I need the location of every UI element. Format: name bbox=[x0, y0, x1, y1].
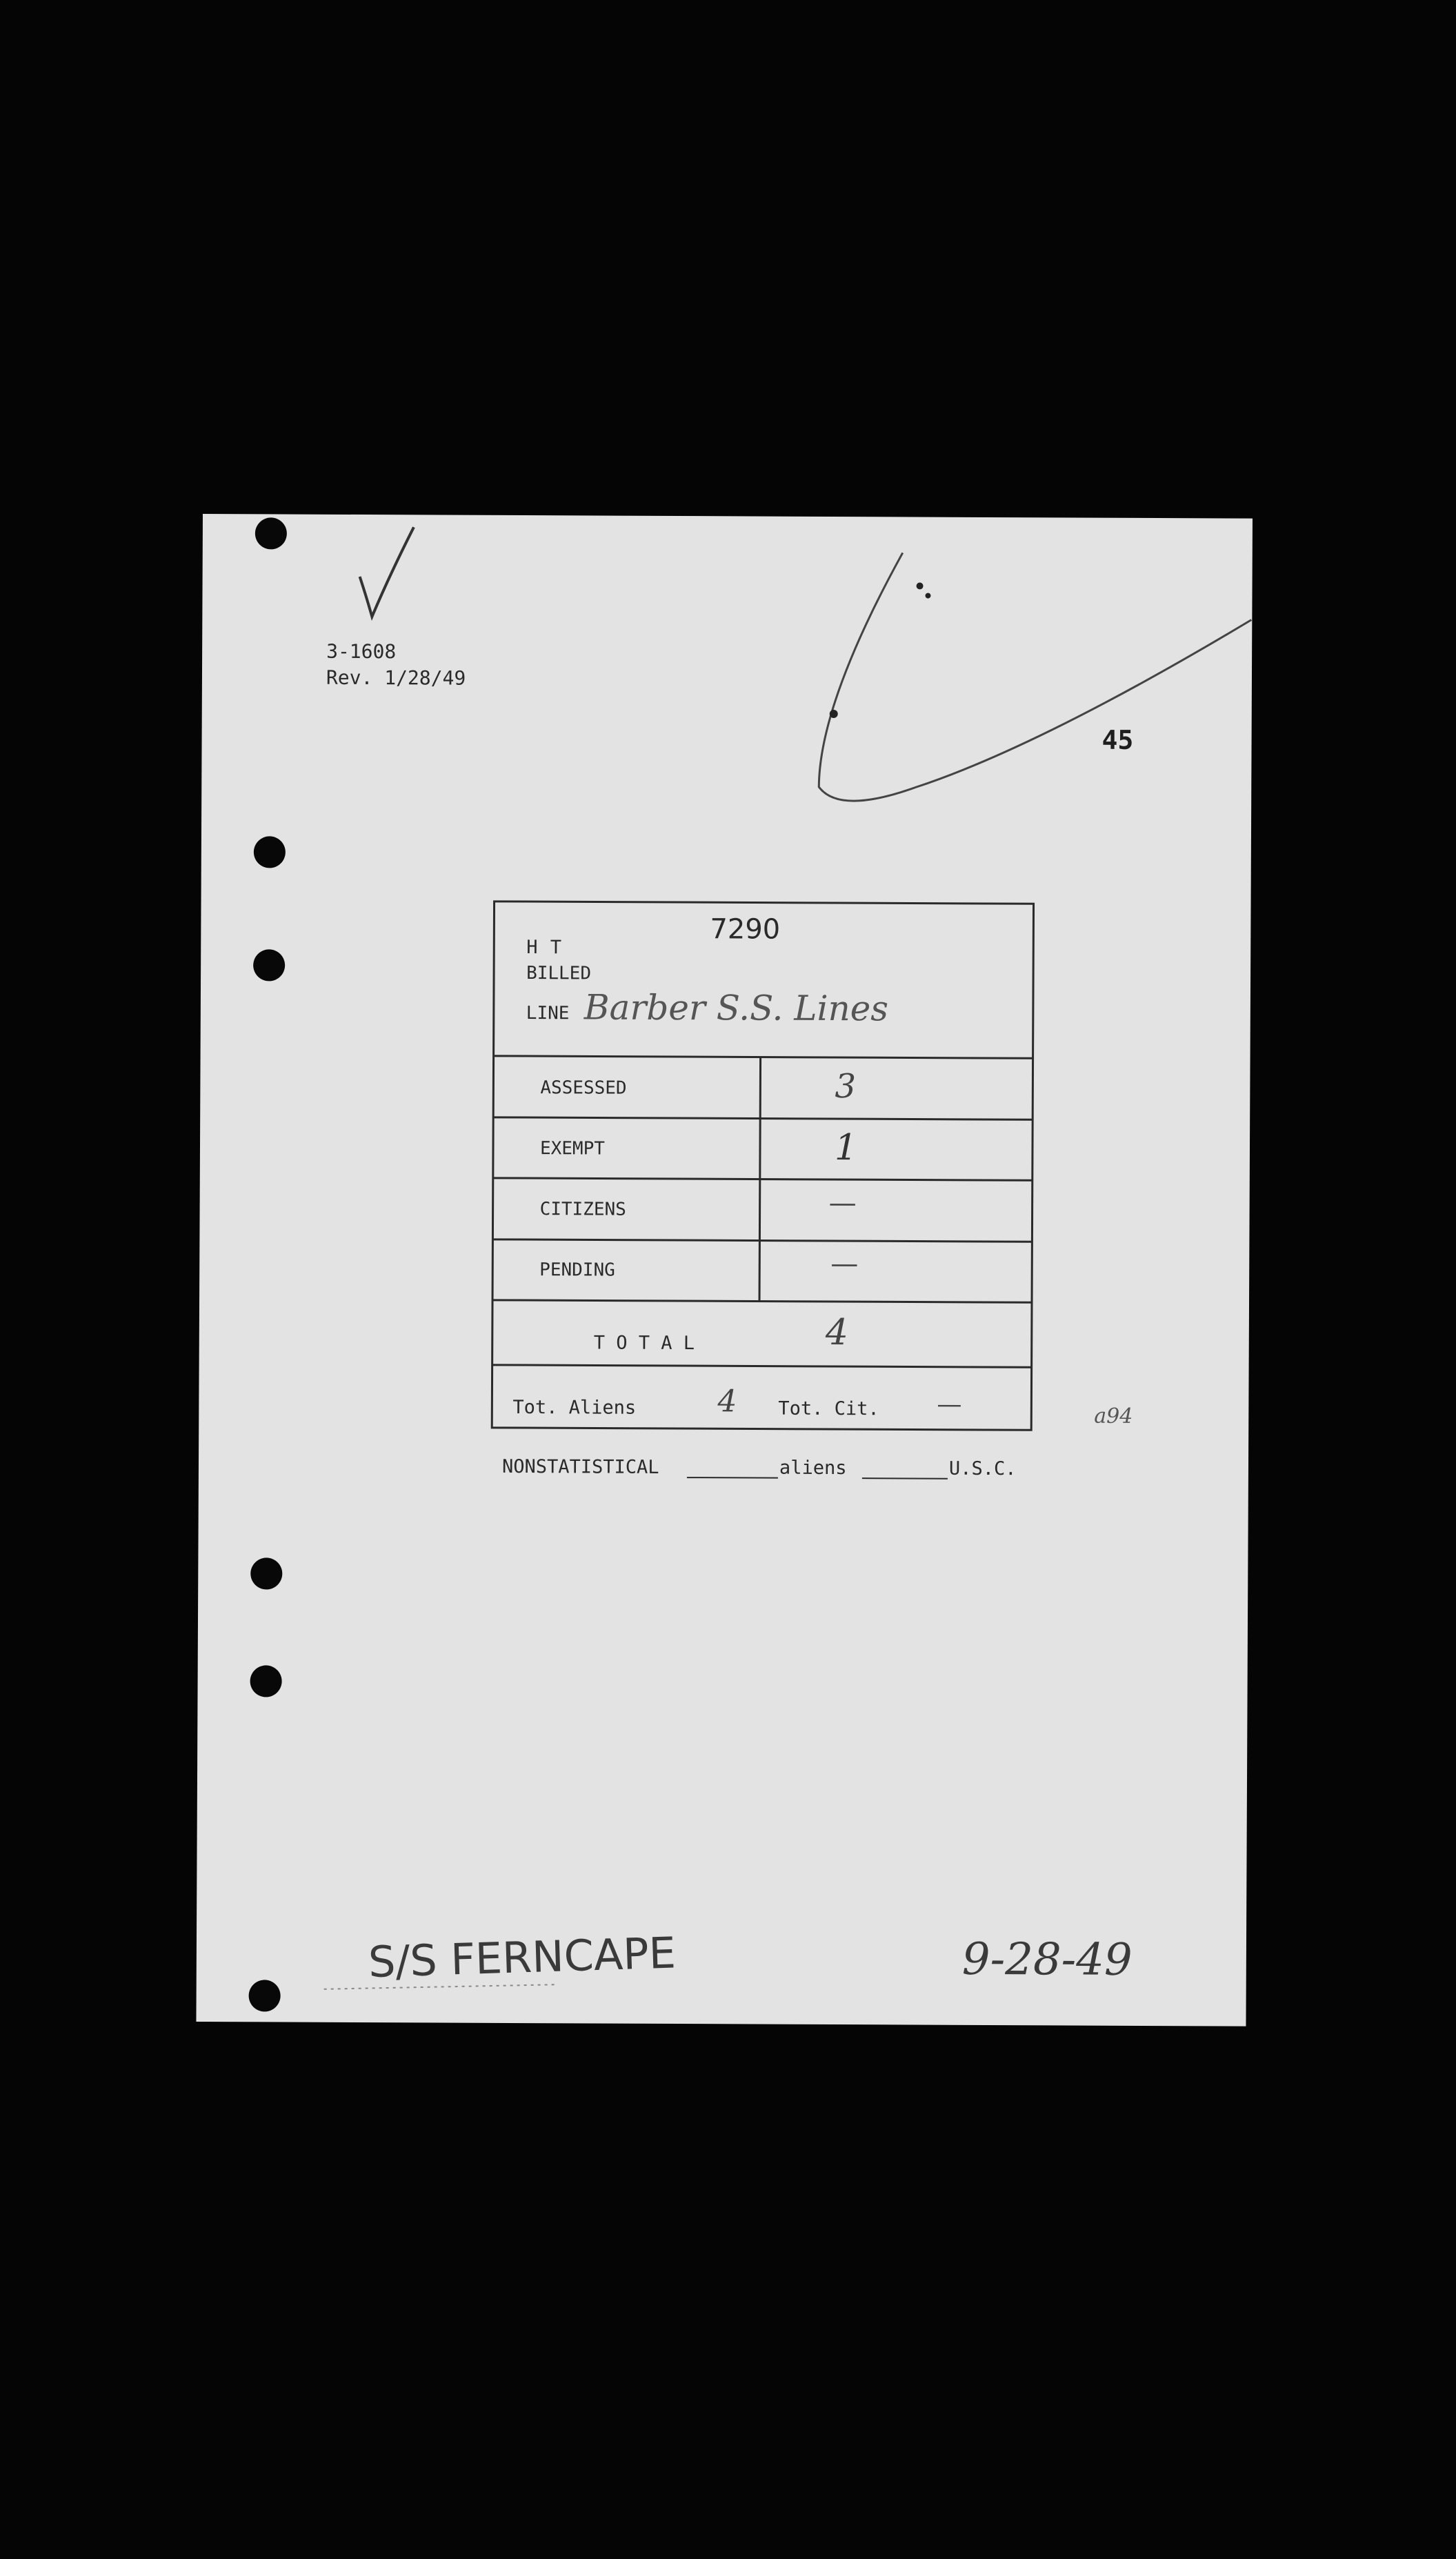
exempt-value: 1 bbox=[834, 1127, 858, 1169]
citizens-label: CITIZENS bbox=[539, 1199, 626, 1220]
ht-label: H T bbox=[526, 937, 563, 959]
ink-dot bbox=[925, 593, 930, 599]
document-page bbox=[196, 514, 1253, 2027]
ink-dot bbox=[917, 583, 924, 590]
check-mark-icon bbox=[359, 527, 414, 617]
tot-aliens-value: 4 bbox=[717, 1384, 737, 1420]
tot-aliens-label: Tot. Aliens bbox=[512, 1396, 637, 1419]
line-label: LINE bbox=[526, 1003, 570, 1024]
total-value: 4 bbox=[825, 1311, 849, 1354]
assessed-value: 3 bbox=[835, 1067, 857, 1106]
exempt-label: EXEMPT bbox=[539, 1138, 605, 1159]
form-number: 3-1608 bbox=[326, 639, 397, 664]
nonstat-usc: U.S.C. bbox=[948, 1457, 1017, 1480]
line-value: Barber S.S. Lines bbox=[584, 987, 889, 1029]
assessed-label: ASSESSED bbox=[540, 1077, 627, 1099]
tot-cit-value: — bbox=[937, 1390, 962, 1419]
nonstat-aliens: aliens bbox=[779, 1457, 847, 1480]
pending-label: PENDING bbox=[539, 1259, 615, 1281]
side-note: a94 bbox=[1094, 1404, 1133, 1428]
form-graphics bbox=[196, 514, 1253, 2027]
form-revision: Rev. 1/28/49 bbox=[326, 666, 466, 690]
nonstat-label: NONSTATISTICAL bbox=[501, 1455, 659, 1478]
ship-name: S/S FERNCAPE bbox=[367, 1927, 677, 1988]
bill-number: 7290 bbox=[710, 913, 781, 946]
ink-dot bbox=[830, 710, 838, 718]
pending-value: — bbox=[830, 1247, 859, 1280]
footer-date: 9-28-49 bbox=[961, 1933, 1133, 1986]
total-label: T O T A L bbox=[593, 1332, 695, 1355]
page-number: 45 bbox=[1101, 724, 1134, 755]
billed-label: BILLED bbox=[526, 963, 592, 984]
tot-cit-label: Tot. Cit. bbox=[778, 1397, 879, 1420]
pencil-swoosh bbox=[819, 552, 1252, 803]
citizens-value: — bbox=[828, 1186, 857, 1219]
